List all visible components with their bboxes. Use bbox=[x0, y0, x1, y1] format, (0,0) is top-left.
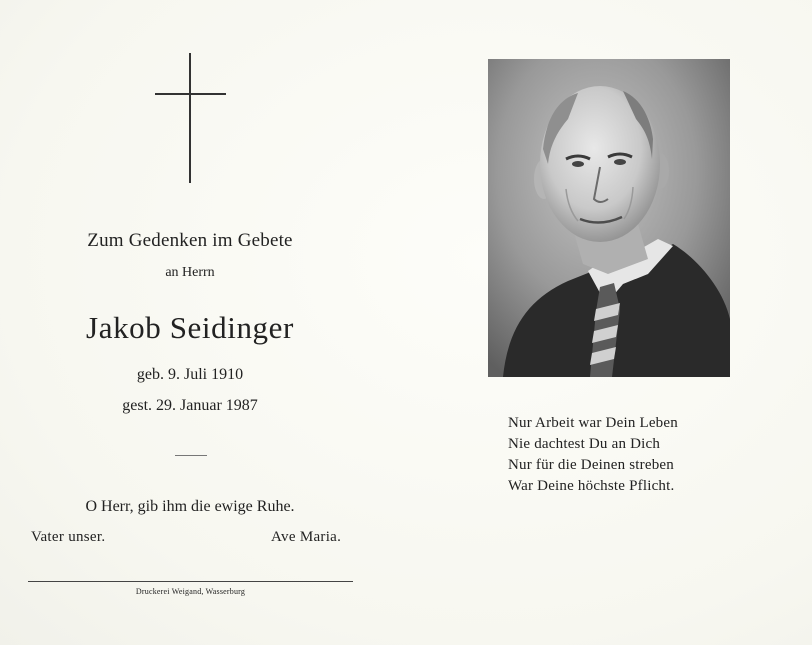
memorial-intro: Zum Gedenken im Gebete bbox=[87, 230, 293, 251]
prayer-line: O Herr, gib ihm die ewige Ruhe. bbox=[85, 498, 295, 515]
poem-line: Nur Arbeit war Dein Leben bbox=[508, 415, 678, 431]
printer-credit: Druckerei Weigand, Wasserburg bbox=[135, 587, 246, 596]
birth-date: geb. 9. Juli 1910 bbox=[136, 366, 244, 383]
poem-line: War Deine höchste Pflicht. bbox=[508, 478, 675, 494]
poem-line: Nur für die Deinen streben bbox=[508, 457, 674, 473]
portrait-photo bbox=[488, 59, 730, 377]
cross-icon bbox=[189, 53, 191, 183]
death-date: gest. 29. Januar 1987 bbox=[122, 397, 258, 414]
bottom-divider bbox=[28, 581, 353, 582]
divider bbox=[175, 455, 207, 456]
poem-line: Nie dachtest Du an Dich bbox=[508, 436, 661, 452]
prayer-vater-unser: Vater unser. bbox=[31, 529, 106, 545]
poem bbox=[508, 413, 678, 497]
prayer-ave-maria: Ave Maria. bbox=[271, 529, 342, 545]
memorial-salutation: an Herrn bbox=[165, 265, 215, 280]
cross-icon-bar bbox=[155, 93, 226, 95]
deceased-name: Jakob Seidinger bbox=[86, 310, 294, 345]
portrait-image bbox=[488, 59, 730, 377]
